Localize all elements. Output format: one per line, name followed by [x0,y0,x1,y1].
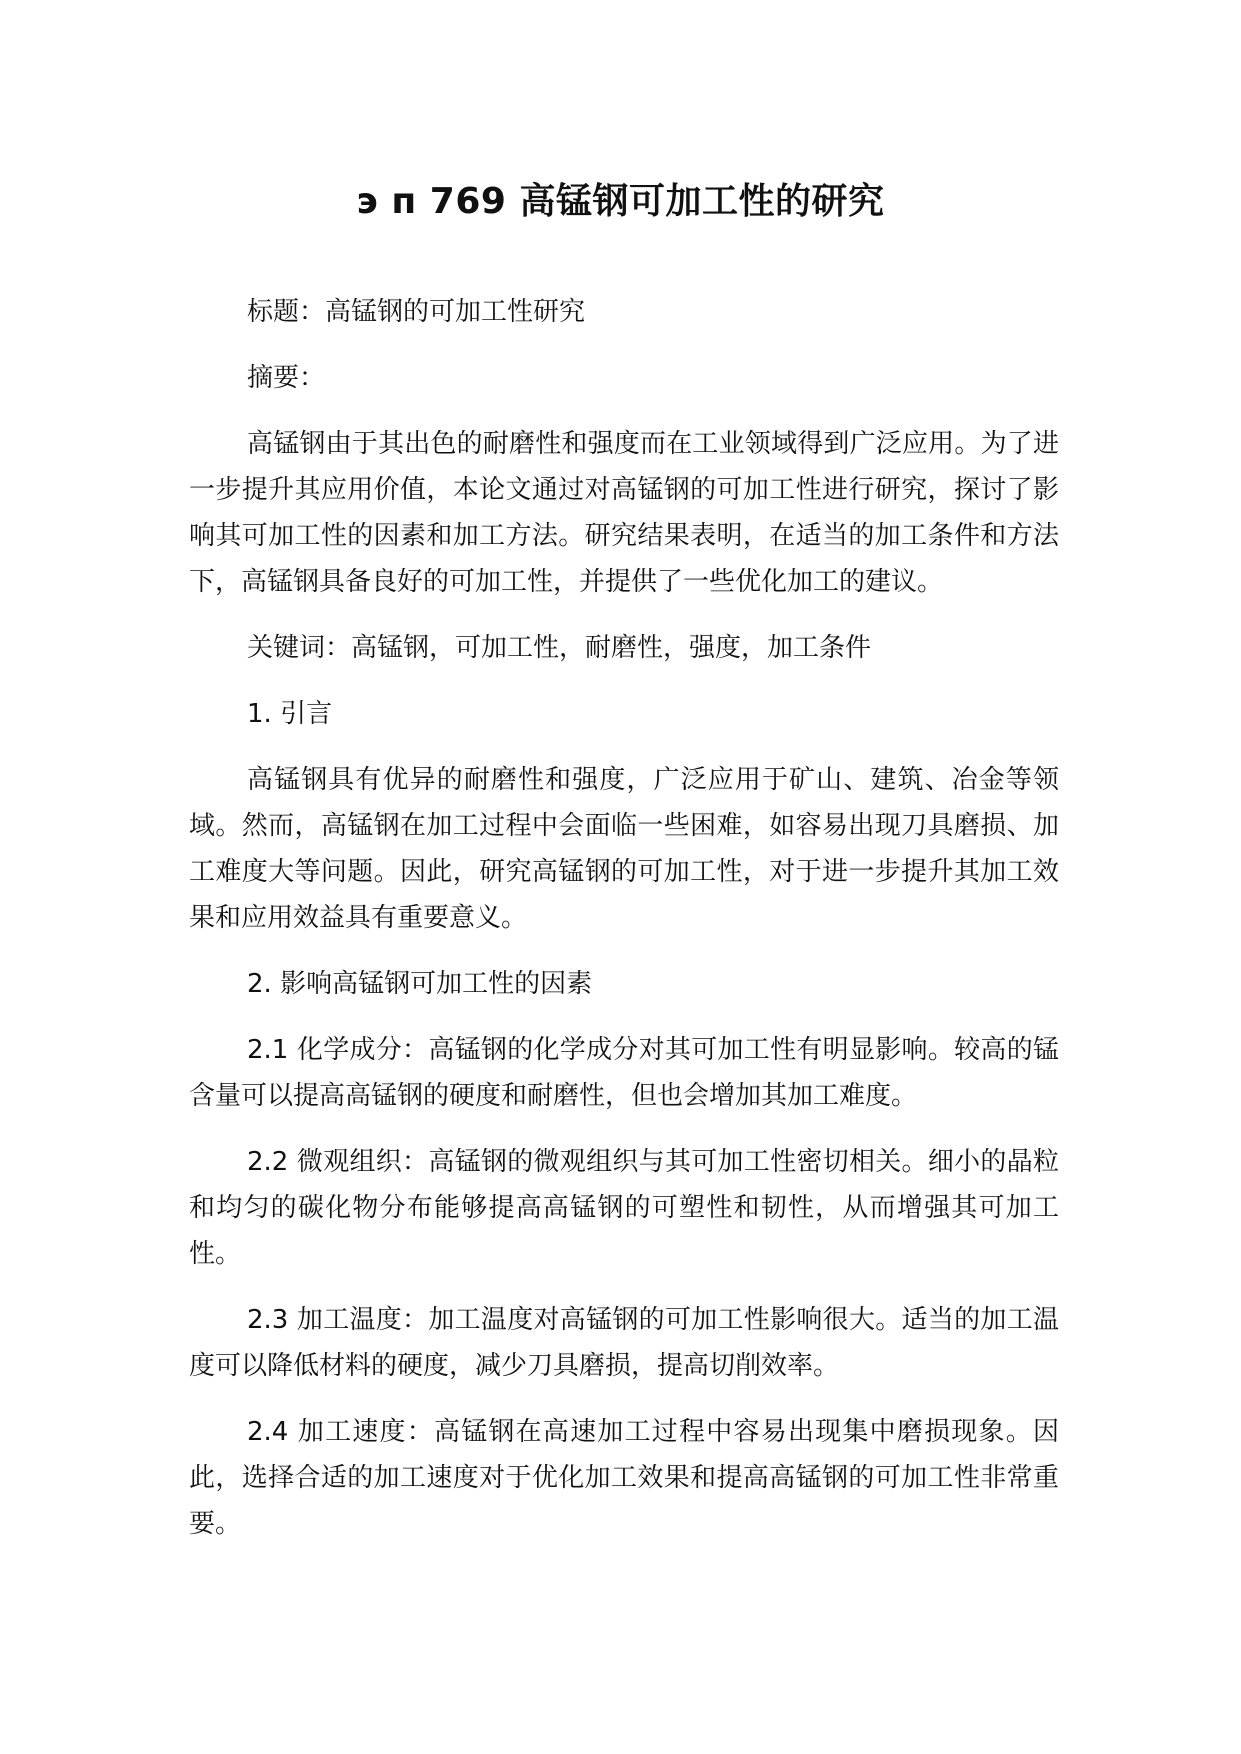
paragraph-intro: 高锰钢具有优异的耐磨性和强度，广泛应用于矿山、建筑、冶金等领域。然而，高锰钢在加工过程中会面临一些困难，如容易出现刀具磨损、加工难度大等问题。因此，研究高锰钢的可加工性，对于进一步提升其加工效果和应用效益具有重要意义。 [189,765,1059,933]
paragraph-chemical-composition: 2.1 化学成分：高锰钢的化学成分对其可加工性有明显影响。较高的锰含量可以提高高锰钢的硬度和耐磨性，但也会增加其加工难度。 [189,1035,1059,1111]
paragraph-abstract-heading: 摘要： [247,363,326,393]
section-heading-intro: 1. 引言 [247,699,333,729]
paragraph-subject: 标题：高锰钢的可加工性研究 [247,297,586,327]
paragraph-keywords: 关键词：高锰钢，可加工性，耐磨性，强度，加工条件 [247,633,872,663]
paragraph-processing-speed: 2.4 加工速度：高锰钢在高速加工过程中容易出现集中磨损现象。因此，选择合适的加工速度对于优化加工效果和提高高锰钢的可加工性非常重要。 [189,1417,1059,1539]
paragraph-processing-temperature: 2.3 加工温度：加工温度对高锰钢的可加工性影响很大。适当的加工温度可以降低材料的硬度，减少刀具磨损，提高切削效率。 [189,1305,1059,1381]
paragraph-microstructure: 2.2 微观组织：高锰钢的微观组织与其可加工性密切相关。细小的晶粒和均匀的碳化物分布能够提高高锰钢的可塑性和韧性，从而增强其可加工性。 [189,1147,1059,1269]
paragraph-abstract: 高锰钢由于其出色的耐磨性和强度而在工业领域得到广泛应用。为了进一步提升其应用价值，本论文通过对高锰钢的可加工性进行研究，探讨了影响其可加工性的因素和加工方法。研究结果表明，在适当的加工条件和方法下，高锰钢具备良好的可加工性，并提供了一些优化加工的建议。 [189,429,1059,597]
section-heading-factors: 2. 影响高锰钢可加工性的因素 [247,969,593,999]
document-body [189,289,1059,1567]
document-title: э п 769 高锰钢可加工性的研究 [356,181,885,222]
